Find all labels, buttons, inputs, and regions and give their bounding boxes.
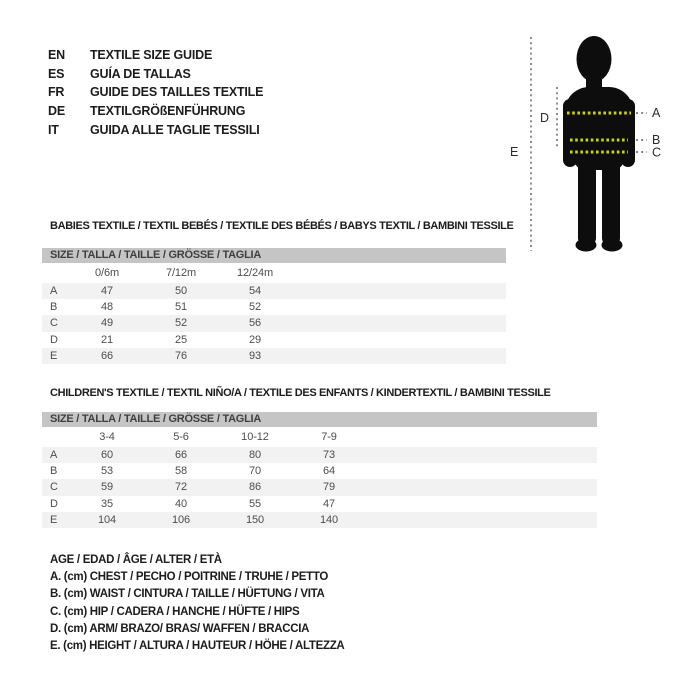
size-value: 140 [319,513,339,526]
row-label: C [50,317,58,330]
size-row [42,479,597,495]
size-value: 73 [322,449,336,462]
size-value: 47 [322,497,336,510]
column-header-row [42,427,597,447]
legend-line: B. (cm) WAIST / CINTURA / TAILLE / HÜFTUNG / VITA [50,588,325,601]
size-value: 21 [100,333,114,346]
language-title: GUIDE DES TAILLES TEXTILE [90,85,264,100]
size-value: 104 [97,513,117,526]
size-value: 55 [248,497,262,510]
row-label: C [50,481,58,494]
size-value: 58 [174,465,188,478]
babies-section-title: BABIES TEXTILE / TEXTIL BEBÉS / TEXTILE DES BÉBÉS / BABYS TEXTIL / BAMBINI TESSILE [50,220,514,232]
waist-label: B [652,133,661,147]
language-code: FR [48,85,65,100]
size-value: 150 [245,513,265,526]
language-code: EN [48,48,65,63]
size-value: 106 [171,513,191,526]
size-value: 86 [248,481,262,494]
column-header: 3-4 [99,431,115,443]
size-header-bar: SIZE / TALLA / TAILLE / GRÖSSE / TAGLIA [42,248,506,263]
size-row [42,512,597,528]
size-row [42,283,506,299]
size-row [42,447,597,463]
size-row [42,315,506,331]
hip-label: C [652,145,662,160]
row-label: A [50,285,58,298]
column-header-row [42,263,506,283]
arm-label: D [540,111,550,125]
size-value: 70 [248,465,262,478]
size-value: 59 [100,481,114,494]
language-title: TEXTILGRÖßENFÜHRUNG [90,104,246,119]
size-value: 52 [248,301,262,314]
size-value: 76 [174,349,188,362]
size-row [42,496,597,512]
legend-line: C. (cm) HIP / CADERA / HANCHE / HÜFTE / HIPS [50,605,300,618]
language-row [48,46,263,65]
children-size-table [42,412,597,528]
language-title: GUÍA DE TALLAS [90,66,191,81]
row-label: D [50,497,58,510]
size-value: 56 [248,317,262,330]
size-value: 29 [248,333,262,346]
language-row [48,65,263,84]
size-value: 40 [174,497,188,510]
row-label: D [50,333,58,346]
language-code: ES [48,66,65,81]
size-value: 48 [100,301,114,314]
babies-size-table [42,248,506,364]
children-section-title: CHILDREN'S TEXTILE / TEXTIL NIÑO/A / TEXTILE DES ENFANTS / KINDERTEXTIL / BAMBINI TESSILE [50,387,551,399]
language-title-list [48,46,263,139]
size-value: 66 [174,449,188,462]
measurement-legend [50,554,344,657]
column-header: 5-6 [173,431,189,443]
size-value: 60 [100,449,114,462]
child-diagram-svg [500,15,700,260]
size-value: 66 [100,349,114,362]
size-value: 64 [322,465,336,478]
size-row [42,332,506,348]
size-value: 54 [248,285,262,298]
size-value: 50 [174,285,188,298]
row-label: B [50,465,58,478]
legend-line: E. (cm) HEIGHT / ALTURA / HAUTEUR / HÖHE / ALTEZZA [50,639,345,652]
column-header: 10-12 [241,431,269,443]
size-value: 72 [174,481,188,494]
child-silhouette [563,36,635,252]
size-value: 35 [100,497,114,510]
column-header: 7/12m [165,267,197,279]
row-label: E [50,513,58,526]
size-value: 93 [248,349,262,362]
size-header-bar: SIZE / TALLA / TAILLE / GRÖSSE / TAGLIA [42,412,597,427]
language-code: IT [48,122,59,137]
size-value: 47 [100,285,114,298]
language-row [48,120,263,139]
size-value: 53 [100,465,114,478]
size-row [42,299,506,315]
legend-line: A. (cm) CHEST / PECHO / POITRINE / TRUHE / PETTO [50,571,329,584]
row-label: A [50,449,58,462]
column-header: 0/6m [94,267,120,279]
language-title: TEXTILE SIZE GUIDE [90,48,213,63]
language-title: GUIDA ALLE TAGLIE TESSILI [90,122,260,137]
size-value: 49 [100,317,114,330]
child-measurement-diagram [500,15,700,260]
size-row [42,348,506,364]
chest-label: A [652,106,661,120]
legend-line: D. (cm) ARM/ BRAZO/ BRAS/ WAFFEN / BRACCIA [50,622,310,635]
height-label: E [510,145,519,159]
size-value: 25 [174,333,188,346]
legend-line: AGE / EDAD / ÂGE / ALTER / ETÀ [50,554,222,566]
language-row [48,102,263,121]
size-value: 51 [174,301,188,314]
size-value: 80 [248,449,262,462]
language-code: DE [48,104,65,119]
column-header: 7-9 [321,431,337,443]
row-label: E [50,349,58,362]
size-value: 52 [174,317,188,330]
row-label: B [50,301,58,314]
size-value: 79 [322,481,336,494]
size-row [42,463,597,479]
column-header: 12/24m [236,267,274,279]
language-row [48,83,263,102]
